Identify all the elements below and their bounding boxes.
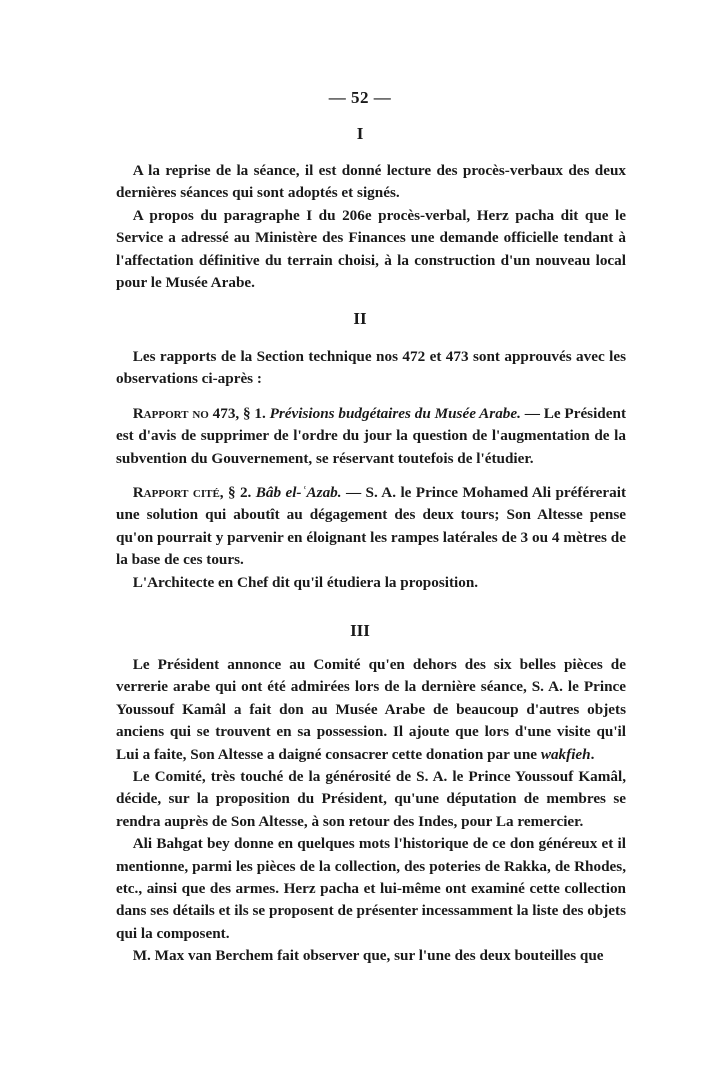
paragraph: M. Max van Berchem fait observer que, sur l'une des deux bouteilles que — [132, 947, 604, 965]
section-heading-i: I — [356, 124, 364, 143]
report-paragraph — [116, 482, 626, 572]
report-text: — Le Président est d'avis de supprimer de l'ordre du jour la question de l'augmentation de la subvention du Gouvernement, se réservant toutefois de l'étudier. — [116, 404, 627, 467]
paragraph: L'Architecte en Chef dit qu'il étudiera la proposition. — [132, 573, 479, 591]
report-title: Prévisions budgétaires du Musée Arabe. — [269, 404, 521, 422]
paragraph: Les rapports de la Section technique nos 472 et 473 sont approuvés avec les observations ci-après : — [116, 348, 626, 388]
section-iii-body — [116, 654, 626, 968]
paragraph-tail: . — [590, 745, 595, 763]
section-heading-ii: II — [353, 309, 367, 328]
paragraph-text: Le Président annonce au Comité qu'en dehors des six belles pièces de verrerie arabe qui ont été admirées lors de la dernière séance, S. A. le Prince Youssouf Kamâl a fait don au Musée Arabe de beaucoup d'autres objets anciens qui se trouvent en sa possession. Il ajoute que lors d'une visite qu'il Lui a faite, Son Altesse a daigné consacrer cette donation par une — [116, 656, 626, 763]
report-title: Bâb el-ʿAzab. — [255, 484, 342, 502]
paragraph: A la reprise de la séance, il est donné lecture des procès-verbaux des deux dernières séances qui sont adoptés et signés. — [116, 162, 626, 202]
paragraph: Le Comité, très touché de la générosité de S. A. le Prince Youssouf Kamâl, décide, sur la proposition du Président, qu'une députation de membres se rendra auprès de Son Altesse, à son retour des Indes, pour La remercier. — [116, 768, 626, 830]
paragraph — [116, 654, 626, 766]
section-heading-iii: III — [350, 621, 370, 640]
emphasis-term: wakfieh — [540, 745, 591, 763]
report-text: — S. A. le Prince Mohamed Ali préférerait une solution qui aboutît au dégagement des deux tours; Son Altesse pense qu'on pourrait y parvenir en éloignant les rampes latérales de 3 ou 4 mètres de la base de ces tours. — [116, 484, 627, 569]
paragraph: Ali Bahgat bey donne en quelques mots l'historique de ce don généreux et il mentionne, parmi les pièces de la collection, des poteries de Rakka, de Rhodes, etc., ainsi que des armes. Herz pacha et lui-même ont examiné cette collection dans ses détails et ils se proposent de présenter incessamment la liste des objets qui la composent. — [116, 835, 626, 942]
report-paragraph — [116, 403, 626, 470]
page-number: — 52 — — [328, 88, 392, 107]
report-label: Rapport cité, § 2. — [132, 484, 252, 502]
section-i-body — [116, 160, 626, 294]
report-label: Rapport no 473, § 1. — [132, 404, 266, 422]
paragraph: A propos du paragraphe I du 206e procès-verbal, Herz pacha dit que le Service a adressé au Ministère des Finances une demande officielle tendant à l'affectation définitive du terrain choisi, à la construction d'un nouveau local pour le Musée Arabe. — [116, 206, 626, 292]
section-ii-body — [116, 346, 626, 594]
